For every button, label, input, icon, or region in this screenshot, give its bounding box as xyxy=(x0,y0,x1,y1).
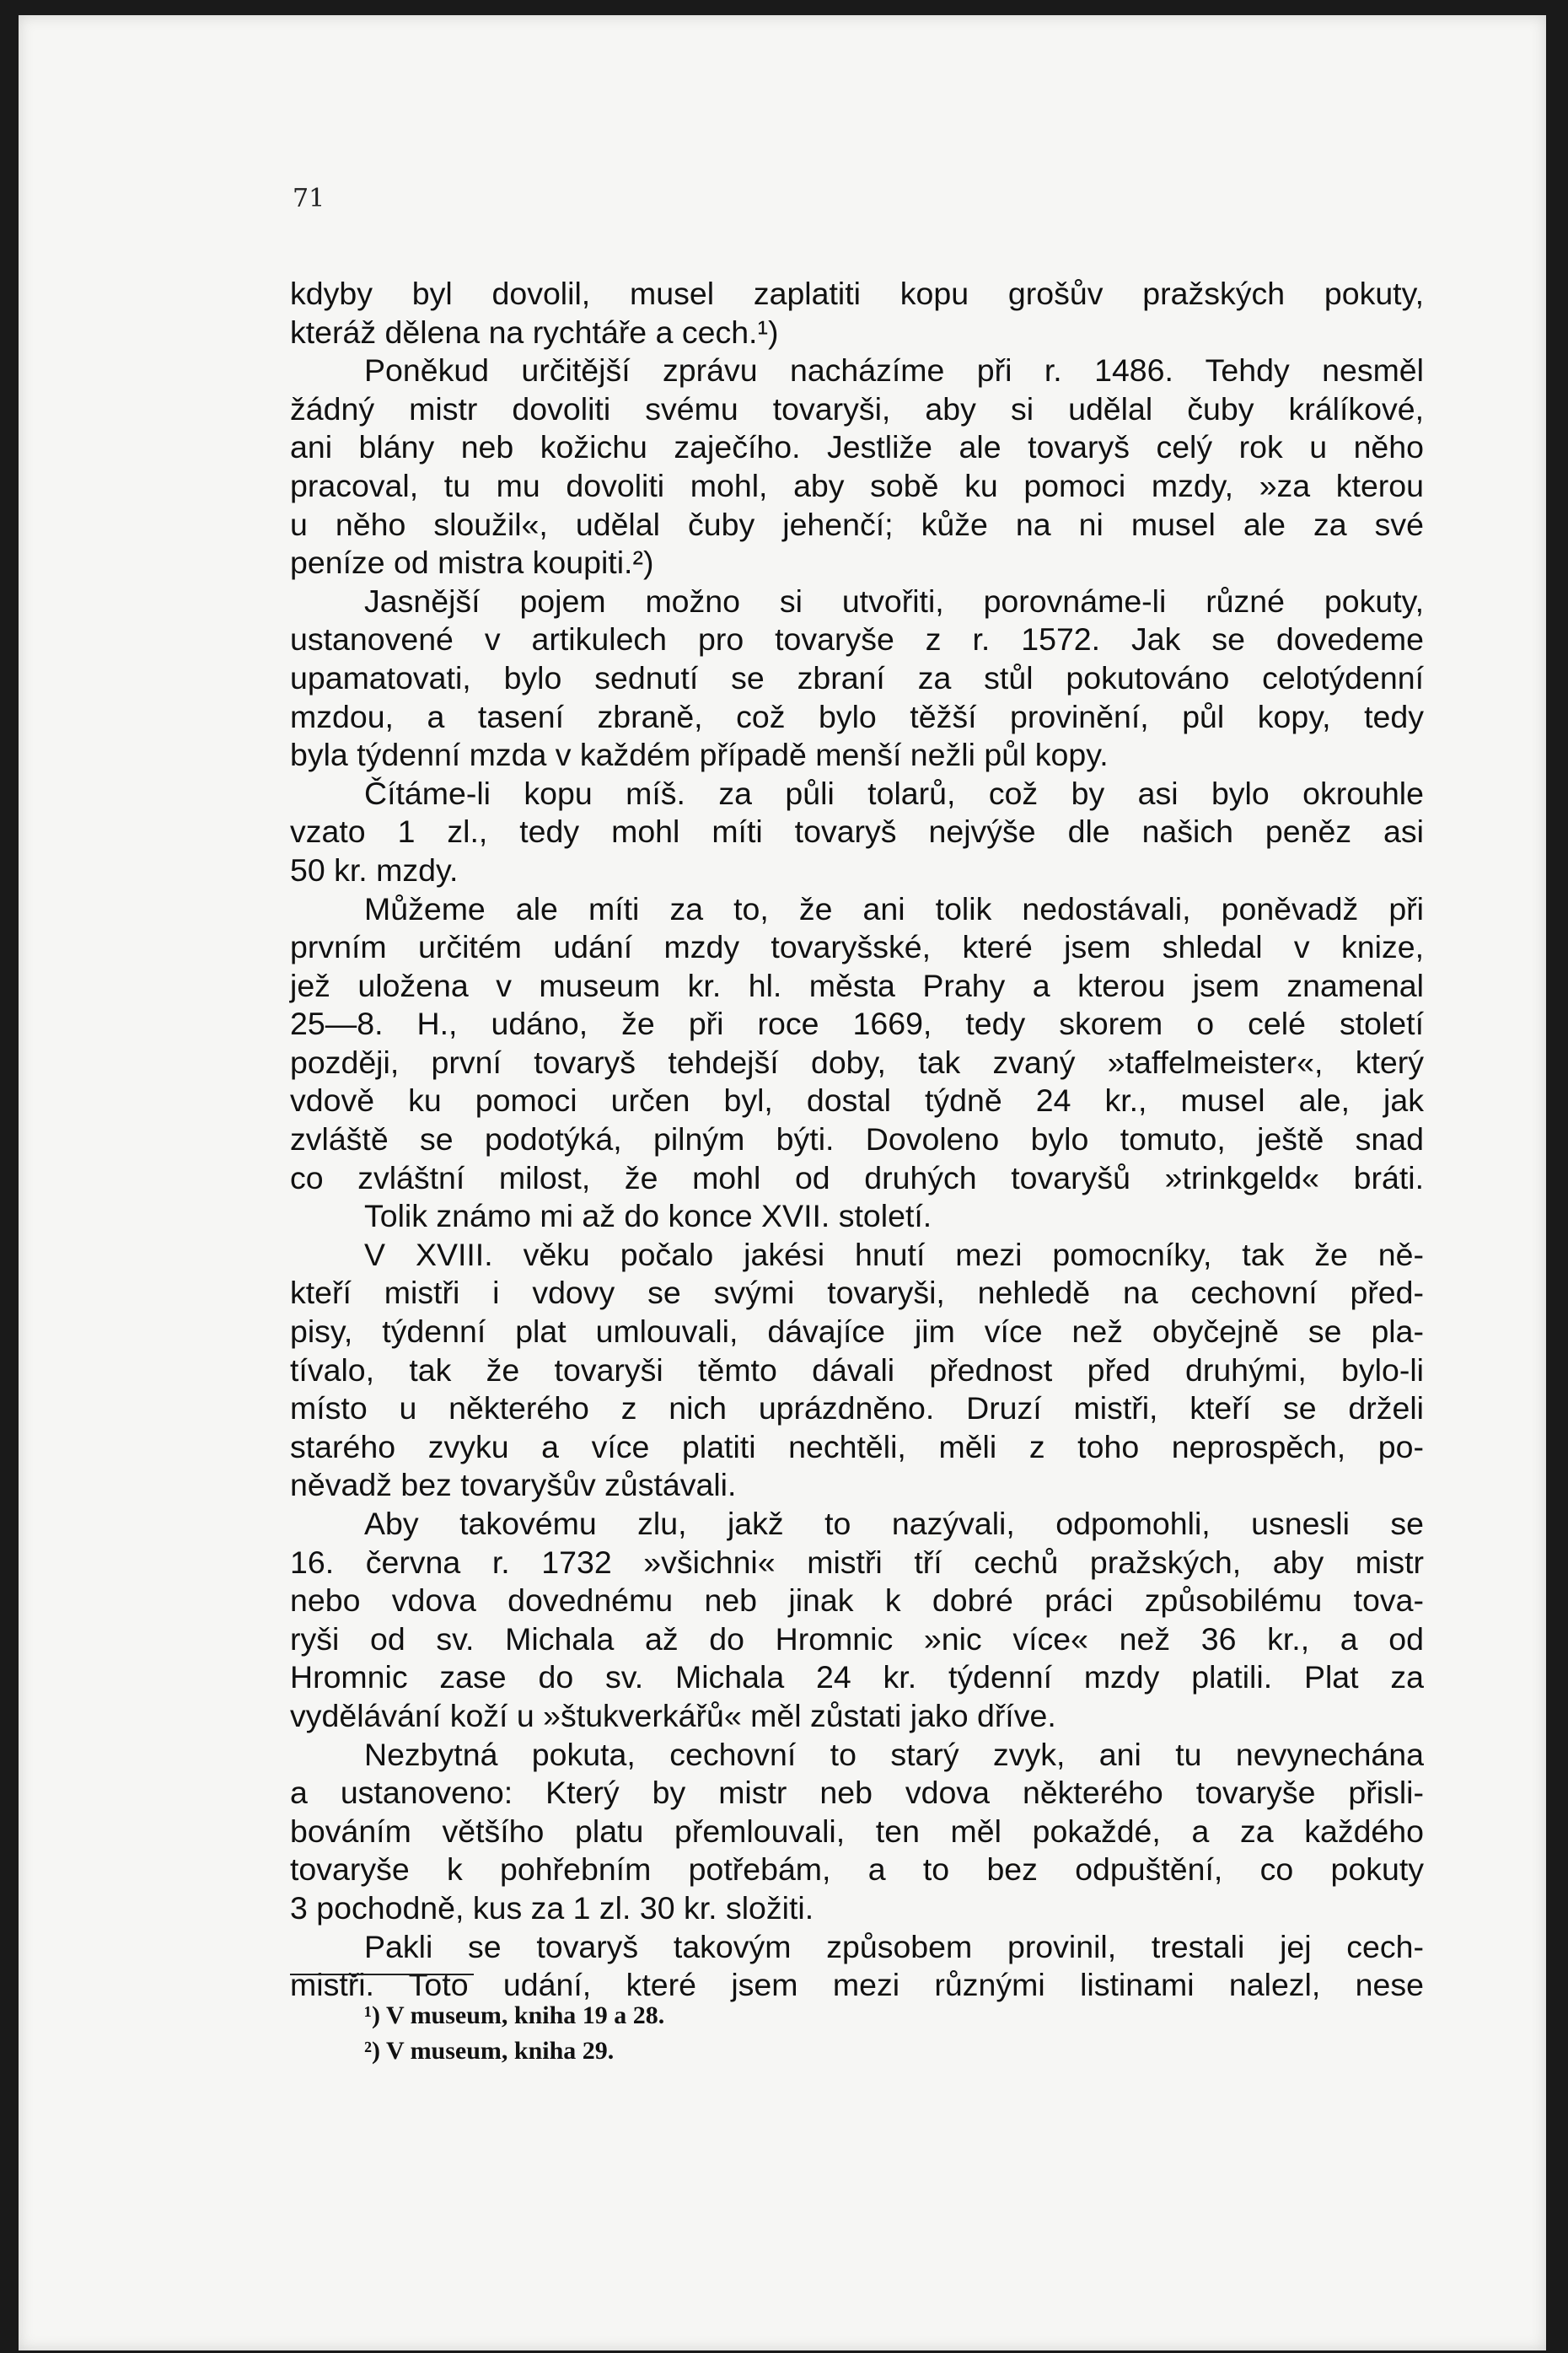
text-line: ani blány neb kožichu zaječího. Jestliže ale tovaryš celý rok u něho xyxy=(290,429,1424,465)
text-line: mistři. Toto udání, které jsem mezi různými listinami nalezl, nese xyxy=(290,1967,1424,2003)
text-line: 16. června r. 1732 »všichni« mistři tří cechů pražských, aby mistr xyxy=(290,1544,1424,1580)
text-line: prvním určitém udání mzdy tovaryšské, které jsem shledal v knize, xyxy=(290,929,1424,965)
page-number: 71 xyxy=(293,184,325,213)
text-line: vdově ku pomoci určen byl, dostal týdně 24 kr., musel ale, jak xyxy=(290,1082,1424,1119)
text-line: jež uložena v museum kr. hl. města Prahy a kterou jsem znamenal xyxy=(290,967,1424,1003)
text-line: Čítáme-li kopu míš. za půli tolarů, což by asi bylo okrouhle xyxy=(364,775,1424,811)
text-line: peníze od mistra koupiti.²) xyxy=(290,545,654,581)
text-line: tovaryše k pohřebním potřebám, a to bez odpuštění, co pokuty xyxy=(290,1851,1424,1888)
text-line: starého zvyku a více platiti nechtěli, měli z toho neprospěch, po- xyxy=(290,1428,1424,1464)
text-line: pracoval, tu mu dovoliti mohl, aby sobě ku pomoci mzdy, »za kterou xyxy=(290,467,1424,503)
text-line: Můžeme ale míti za to, že ani tolik nedostávali, poněvadž při xyxy=(364,890,1424,927)
text-line: vzato 1 zl., tedy mohl míti tovaryš nejvýše dle našich peněz asi xyxy=(290,814,1424,850)
footnote: ²) V museum, kniha 29. xyxy=(364,2037,615,2065)
text-line: 25—8. H., udáno, že při roce 1669, tedy skorem o celé století xyxy=(290,1006,1424,1042)
text-line: Hromnic zase do sv. Michala 24 kr. týdenní mzdy platili. Plat za xyxy=(290,1659,1424,1695)
document-page xyxy=(19,15,1546,2350)
text-line: Tolik známo mi až do konce XVII. století. xyxy=(364,1198,932,1234)
footnote: ¹) V museum, kniha 19 a 28. xyxy=(364,2001,665,2029)
text-line: pisy, týdenní plat umlouvali, dávajíce jim více než obyčejně se pla- xyxy=(290,1313,1424,1350)
footnote-separator xyxy=(290,1974,474,1975)
text-line: bováním většího platu přemlouvali, ten měl pokaždé, a za každého xyxy=(290,1813,1424,1849)
text-line: Nezbytná pokuta, cechovní to starý zvyk, ani tu nevynechána xyxy=(364,1736,1424,1772)
text-line: později, první tovaryš tehdejší doby, tak zvaný »taffelmeister«, který xyxy=(290,1044,1424,1080)
text-line: kteráž dělena na rychtáře a cech.¹) xyxy=(290,314,779,350)
text-line: 3 pochodně, kus za 1 zl. 30 kr. složiti. xyxy=(290,1889,814,1926)
text-line: zvláště se podotýká, pilným býti. Dovoleno bylo tomuto, ještě snad xyxy=(290,1121,1424,1158)
text-line: žádný mistr dovoliti svému tovaryši, aby si udělal čuby králíkové, xyxy=(290,390,1424,427)
text-line: V XVIII. věku počalo jakési hnutí mezi pomocníky, tak že ně- xyxy=(364,1236,1424,1272)
text-line: ustanovené v artikulech pro tovaryše z r. 1572. Jak se dovedeme xyxy=(290,621,1424,658)
text-line: místo u některého z nich uprázdněno. Druzí mistři, kteří se drželi xyxy=(290,1390,1424,1426)
body-text xyxy=(290,275,1424,2005)
text-line: Aby takovému zlu, jakž to nazývali, odpomohli, usnesli se xyxy=(364,1506,1424,1541)
text-line: mzdou, a tasení zbraně, což bylo těžší provinění, půl kopy, tedy xyxy=(290,698,1424,734)
text-line: ryši od sv. Michala až do Hromnic »nic více« než 36 kr., a od xyxy=(290,1620,1424,1657)
text-line: 50 kr. mzdy. xyxy=(290,851,459,888)
text-line: něvadž bez tovaryšův zůstávali. xyxy=(290,1467,737,1503)
text-line: Poněkud určitější zprávu nacházíme při r. 1486. Tehdy nesměl xyxy=(364,352,1424,389)
text-line: byla týdenní mzda v každém případě menší nežli půl kopy. xyxy=(290,737,1109,773)
text-line: a ustanoveno: Který by mistr neb vdova některého tovaryše přisli- xyxy=(290,1775,1424,1811)
text-line: nebo vdova dovednému neb jinak k dobré práci způsobilému tova- xyxy=(290,1582,1424,1619)
text-line: vydělávání koží u »štukverkářů« měl zůstati jako dříve. xyxy=(290,1697,1056,1733)
text-line: kdyby byl dovolil, musel zaplatiti kopu grošův pražských pokuty, xyxy=(290,276,1424,311)
text-line: co zvláštní milost, že mohl od druhých tovaryšů »trinkgeld« bráti. xyxy=(290,1159,1424,1195)
text-line: u něho sloužil«, udělal čuby jehenčí; kůže na ni musel ale za své xyxy=(290,506,1424,542)
footnotes xyxy=(364,1998,664,2069)
text-line: upamatovati, bylo sednutí se zbraní za stůl pokutováno celotýdenní xyxy=(290,659,1424,696)
text-line: tívalo, tak že tovaryši těmto dávali přednost před druhými, bylo-li xyxy=(290,1351,1424,1388)
text-line: Jasnější pojem možno si utvořiti, porovnáme-li různé pokuty, xyxy=(364,583,1424,619)
text-line: Pakli se tovaryš takovým způsobem provinil, trestali jej cech- xyxy=(364,1928,1424,1964)
text-line: kteří mistři i vdovy se svými tovaryši, nehledě na cechovní před- xyxy=(290,1275,1424,1311)
